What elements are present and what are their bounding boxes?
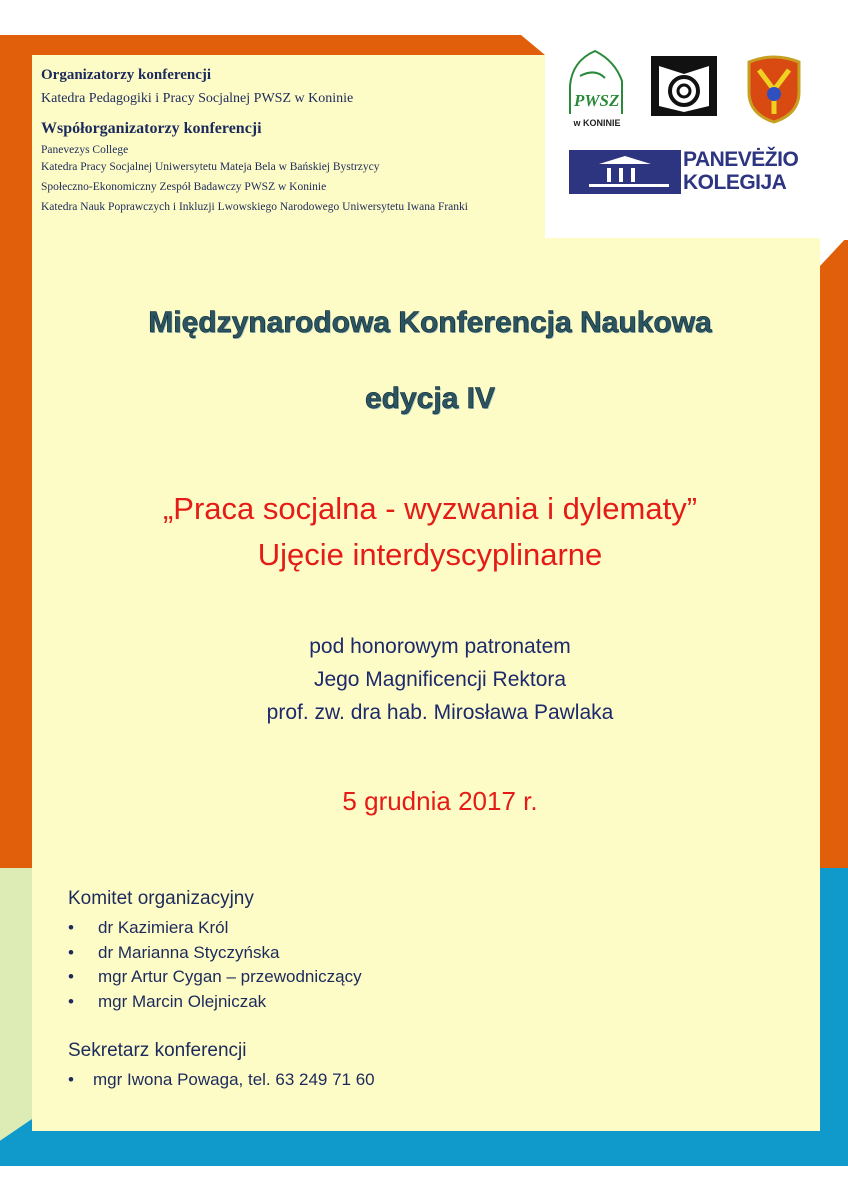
committee-block bbox=[68, 888, 362, 1014]
bullet: • bbox=[68, 967, 74, 986]
coorganizer-item: Społeczno-Ekonomiczny Zespół Badawczy PWSZ w Koninie bbox=[41, 181, 327, 193]
pwsz-logo-text: PWSZ bbox=[574, 91, 620, 110]
coorganizers-heading: Współorganizatorzy konferencji bbox=[41, 120, 262, 137]
coorganizer-item: Panevezys College bbox=[41, 144, 129, 156]
panevezio-logo-icon bbox=[569, 150, 681, 194]
pwsz-logo-icon bbox=[557, 46, 637, 132]
patronage-line: prof. zw. dra hab. Mirosława Pawlaka bbox=[266, 701, 614, 724]
committee-member bbox=[68, 916, 362, 941]
book-spiral-logo-icon bbox=[649, 54, 719, 120]
topic-line1: „Praca socjalna - wyzwania i dylematy” bbox=[162, 491, 698, 526]
patronage-line: pod honorowym patronatem bbox=[309, 635, 571, 658]
bullet: • bbox=[68, 991, 74, 1011]
coorganizer-item: Katedra Nauk Poprawczych i Inkluzji Lwowskiego Narodowego Uniwersytetu Iwana Franki bbox=[41, 201, 468, 213]
secretary-name: mgr Iwona Powaga, tel. 63 249 71 60 bbox=[93, 1070, 375, 1089]
committee-member bbox=[68, 965, 362, 990]
bottom-margin bbox=[0, 1166, 848, 1200]
bullet: • bbox=[68, 918, 74, 937]
panevezio-line1: PANEVĖŽIO bbox=[683, 148, 799, 171]
patronage-line: Jego Magnificencji Rektora bbox=[313, 668, 567, 691]
secretary-item bbox=[68, 1068, 375, 1093]
edition: edycja IV bbox=[364, 382, 496, 415]
pwsz-logo-subtext: w KONINIE bbox=[573, 118, 621, 128]
secretary-heading: Sekretarz konferencji bbox=[68, 1040, 247, 1061]
conference-title: Międzynarodowa Konferencja Naukowa bbox=[148, 306, 712, 339]
coorganizer-item: Katedra Pracy Socjalnej Uniwersytetu Mateja Bela w Bańskiej Bystrzycy bbox=[41, 161, 380, 173]
organizers-name: Katedra Pedagogiki i Pracy Socjalnej PWSZ w Koninie bbox=[41, 91, 354, 106]
conference-date: 5 grudnia 2017 r. bbox=[342, 786, 538, 816]
member-name: dr Kazimiera Król bbox=[98, 918, 229, 937]
committee-member bbox=[68, 941, 362, 966]
panevezio-line2: KOLEGIJA bbox=[683, 171, 787, 194]
organizers-block bbox=[41, 66, 468, 216]
logos-area bbox=[545, 40, 820, 238]
secretary-block bbox=[68, 1040, 375, 1093]
organizers-heading: Organizatorzy konferencji bbox=[41, 67, 212, 83]
topic-line2: Ujęcie interdyscyplinarne bbox=[257, 537, 603, 572]
coat-of-arms-icon bbox=[741, 52, 807, 124]
bullet: • bbox=[68, 942, 74, 962]
member-name: mgr Marcin Olejniczak bbox=[98, 991, 267, 1011]
member-name: dr Marianna Styczyńska bbox=[98, 942, 280, 962]
committee-member bbox=[68, 990, 362, 1015]
member-name: mgr Artur Cygan – przewodniczący bbox=[98, 967, 362, 986]
bullet: • bbox=[68, 1070, 74, 1089]
committee-heading: Komitet organizacyjny bbox=[68, 888, 254, 909]
